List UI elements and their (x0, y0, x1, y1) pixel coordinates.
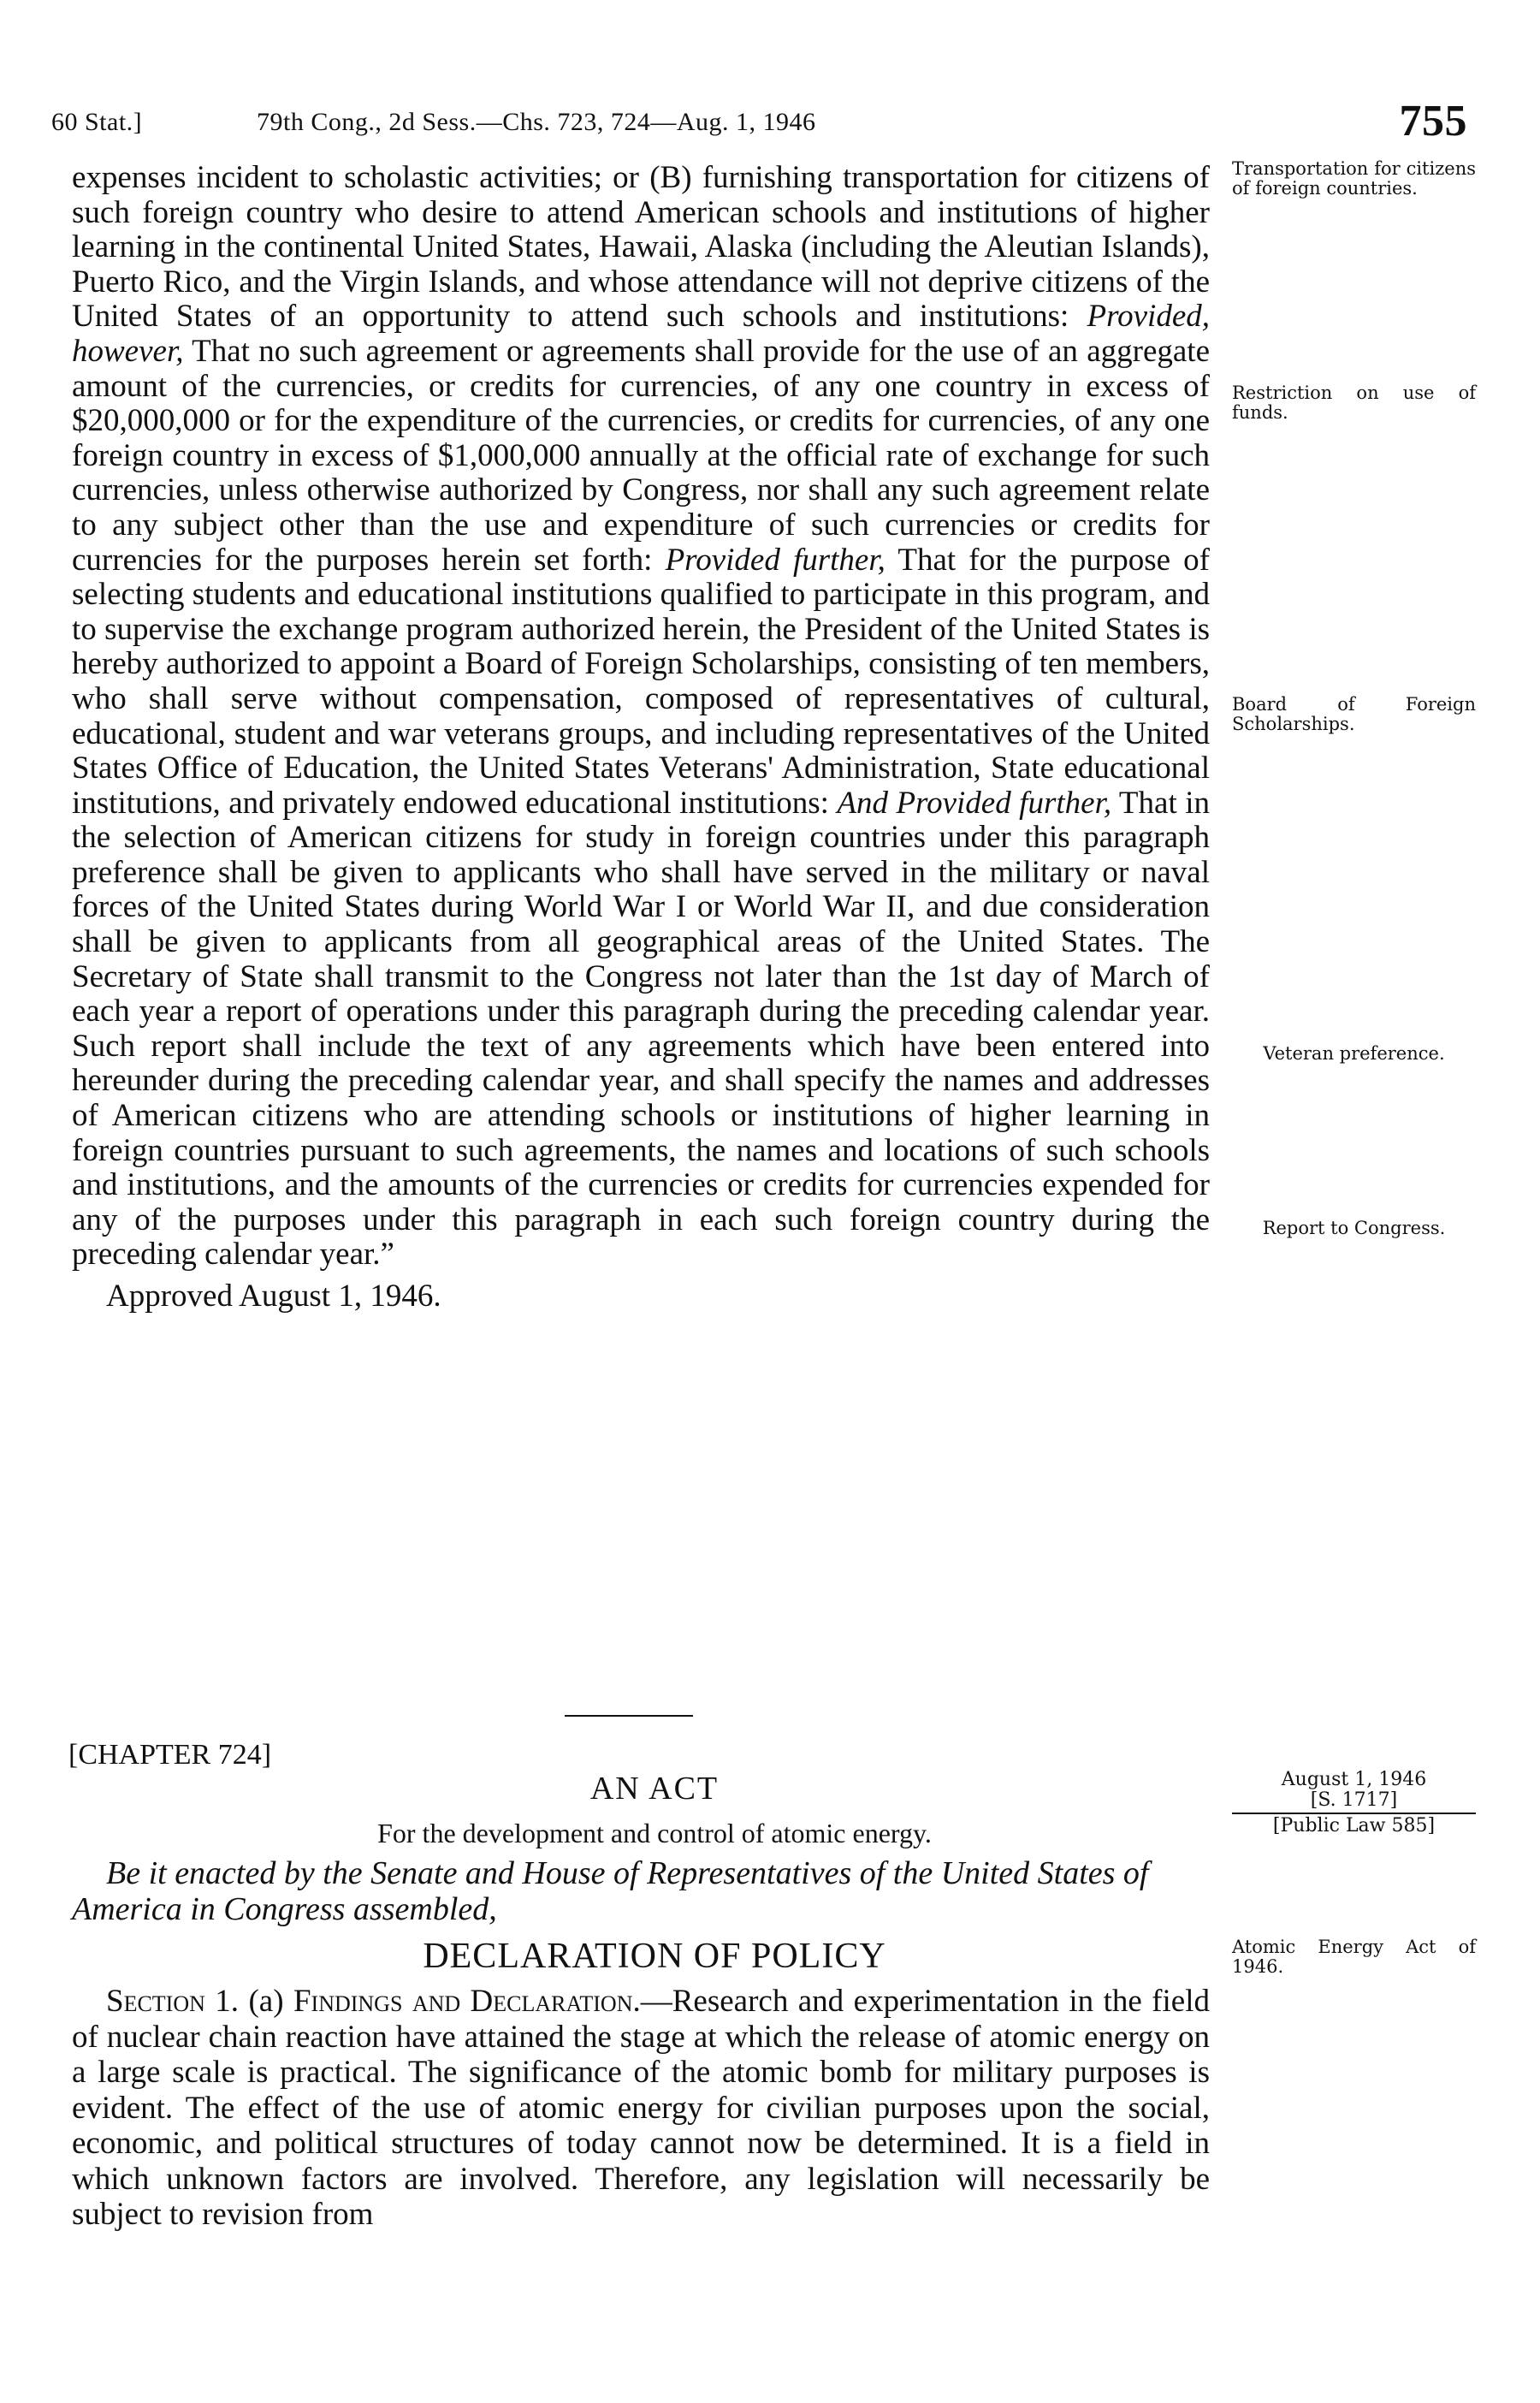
subsection-label: (a) (239, 1984, 293, 2019)
enactment-info-rule (1232, 1813, 1476, 1814)
running-head (51, 96, 1467, 147)
margin-note-atomic-energy-act: Atomic Energy Act of 1946. (1232, 1937, 1476, 1977)
public-law-number: [Public Law 585] (1272, 1815, 1436, 1836)
margin-note-restriction: Restriction on use of funds. (1232, 383, 1476, 423)
volume-reference: 60 Stat.] (51, 108, 143, 136)
enacting-clause: Be it enacted by the Senate and House of Representatives of the United States of America in Congress assembled, (72, 1855, 1149, 1927)
enactment-info (1232, 1770, 1476, 1836)
margin-note-report: Report to Congress. (1262, 1218, 1446, 1238)
paragraph-text (72, 161, 1210, 1273)
margin-note-transportation: Transportation for citizens of foreign countries. (1232, 158, 1476, 199)
margin-note-veteran: Veteran preference. (1263, 1043, 1445, 1064)
page-number: 755 (1399, 97, 1467, 145)
section-heading: DECLARATION OF POLICY (423, 1937, 886, 1976)
proviso-however: Provided, however, (72, 299, 1210, 369)
continued-paragraph (72, 161, 1210, 1314)
text-run-3: That for the purpose of selecting students and educational institutions qualified to participate in this program, and to supervise the exchange program authorized herein, the President of the United States is hereby authorized to appoint a Board of Foreign Scholarships, consisting of ten members, who shall serve without compensation, composed of representatives of cultural, educational, student and war veterans groups, and including representatives of the United States Office of Education, the United States Veterans' Administration, State educational institutions, and privately endowed educational institutions: (72, 542, 1210, 821)
text-run-1: expenses incident to scholastic activities; or (B) furnishing transportation for citizens of such foreign country who desire to attend American schools and institutions of higher learning in the continental United States, Hawaii, Alaska (including the Aleutian Islands), Puerto Rico, and the Virgin Islands, and whose attendance will not deprive citizens of the United States of an opportunity to attend such schools and institutions: (72, 160, 1210, 335)
proviso-and-further: And Provided further, (837, 785, 1112, 821)
proviso-further: Provided further, (665, 542, 886, 578)
text-run-2: That no such agreement or agreements shall provide for the use of an aggregate amount of the currencies, or credits for currencies, of any one country in excess of $20,000,000 or for the expenditure of the currencies, or credits for currencies, of any one foreign country in excess of $1,000,000 annually at the official rate of exchange for such currencies, unless otherwise authorized by Congress, nor shall any such agreement relate to any subject other than the use and expenditure of such currencies or credits for currencies for the purposes herein set forth: (72, 333, 1210, 578)
findings-text: .—Research and experimentation in the field of nuclear chain reaction have attained the stage at which the release of atomic energy on a large scale is practical. The significance of the atomic bomb for military purposes is evident. The effect of the use of atomic energy for civilian purposes upon the social, economic, and political structures of today cannot now be determined. It is a field in which unknown factors are involved. Therefore, any legislation will necessarily be subject to revision from (72, 1984, 1210, 2232)
approval-date: Approved August 1, 1946. (106, 1279, 441, 1314)
session-chapter-reference: 79th Cong., 2d Sess.—Chs. 723, 724—Aug. 1, 1946 (257, 108, 816, 136)
enactment-date: August 1, 1946 (1281, 1769, 1427, 1790)
section-1-text (72, 1984, 1210, 2233)
margin-note-board: Board of Foreign Scholarships. (1232, 694, 1476, 734)
text-run-4: That in the selection of American citizens for study in foreign countries under this paragraph preference shall be given to applicants who shall have served in the military or naval forces of the United States during World War I or World War II, and due consideration shall be given to applicants from all geographical areas of the United States. The Secretary of State shall transmit to the Congress not later than the 1st day of March of each year a report of operations under this paragraph during the preceding calendar year. Such report shall include the text of any agreements which have been entered into hereunder during the preceding calendar year, and shall specify the names and addresses of American citizens who are attending schools or institutions of higher learning in foreign countries pursuant to such agreements, the names and locations of such schools and institutions, and the amounts of the currencies or credits for currencies expended for any of the purposes under this paragraph in each such foreign country during the preceding calendar year.” (72, 785, 1210, 1273)
act-title: AN ACT (589, 1771, 720, 1807)
section-divider-rule (565, 1715, 693, 1717)
act-subtitle: For the development and control of atomic energy. (377, 1818, 932, 1848)
chapter-label: [CHAPTER 724] (68, 1739, 272, 1771)
senate-bill-number: [S. 1717] (1310, 1789, 1398, 1811)
findings-heading: Findings and Declaration (293, 1984, 633, 2019)
section-label: Section 1. (106, 1984, 240, 2019)
